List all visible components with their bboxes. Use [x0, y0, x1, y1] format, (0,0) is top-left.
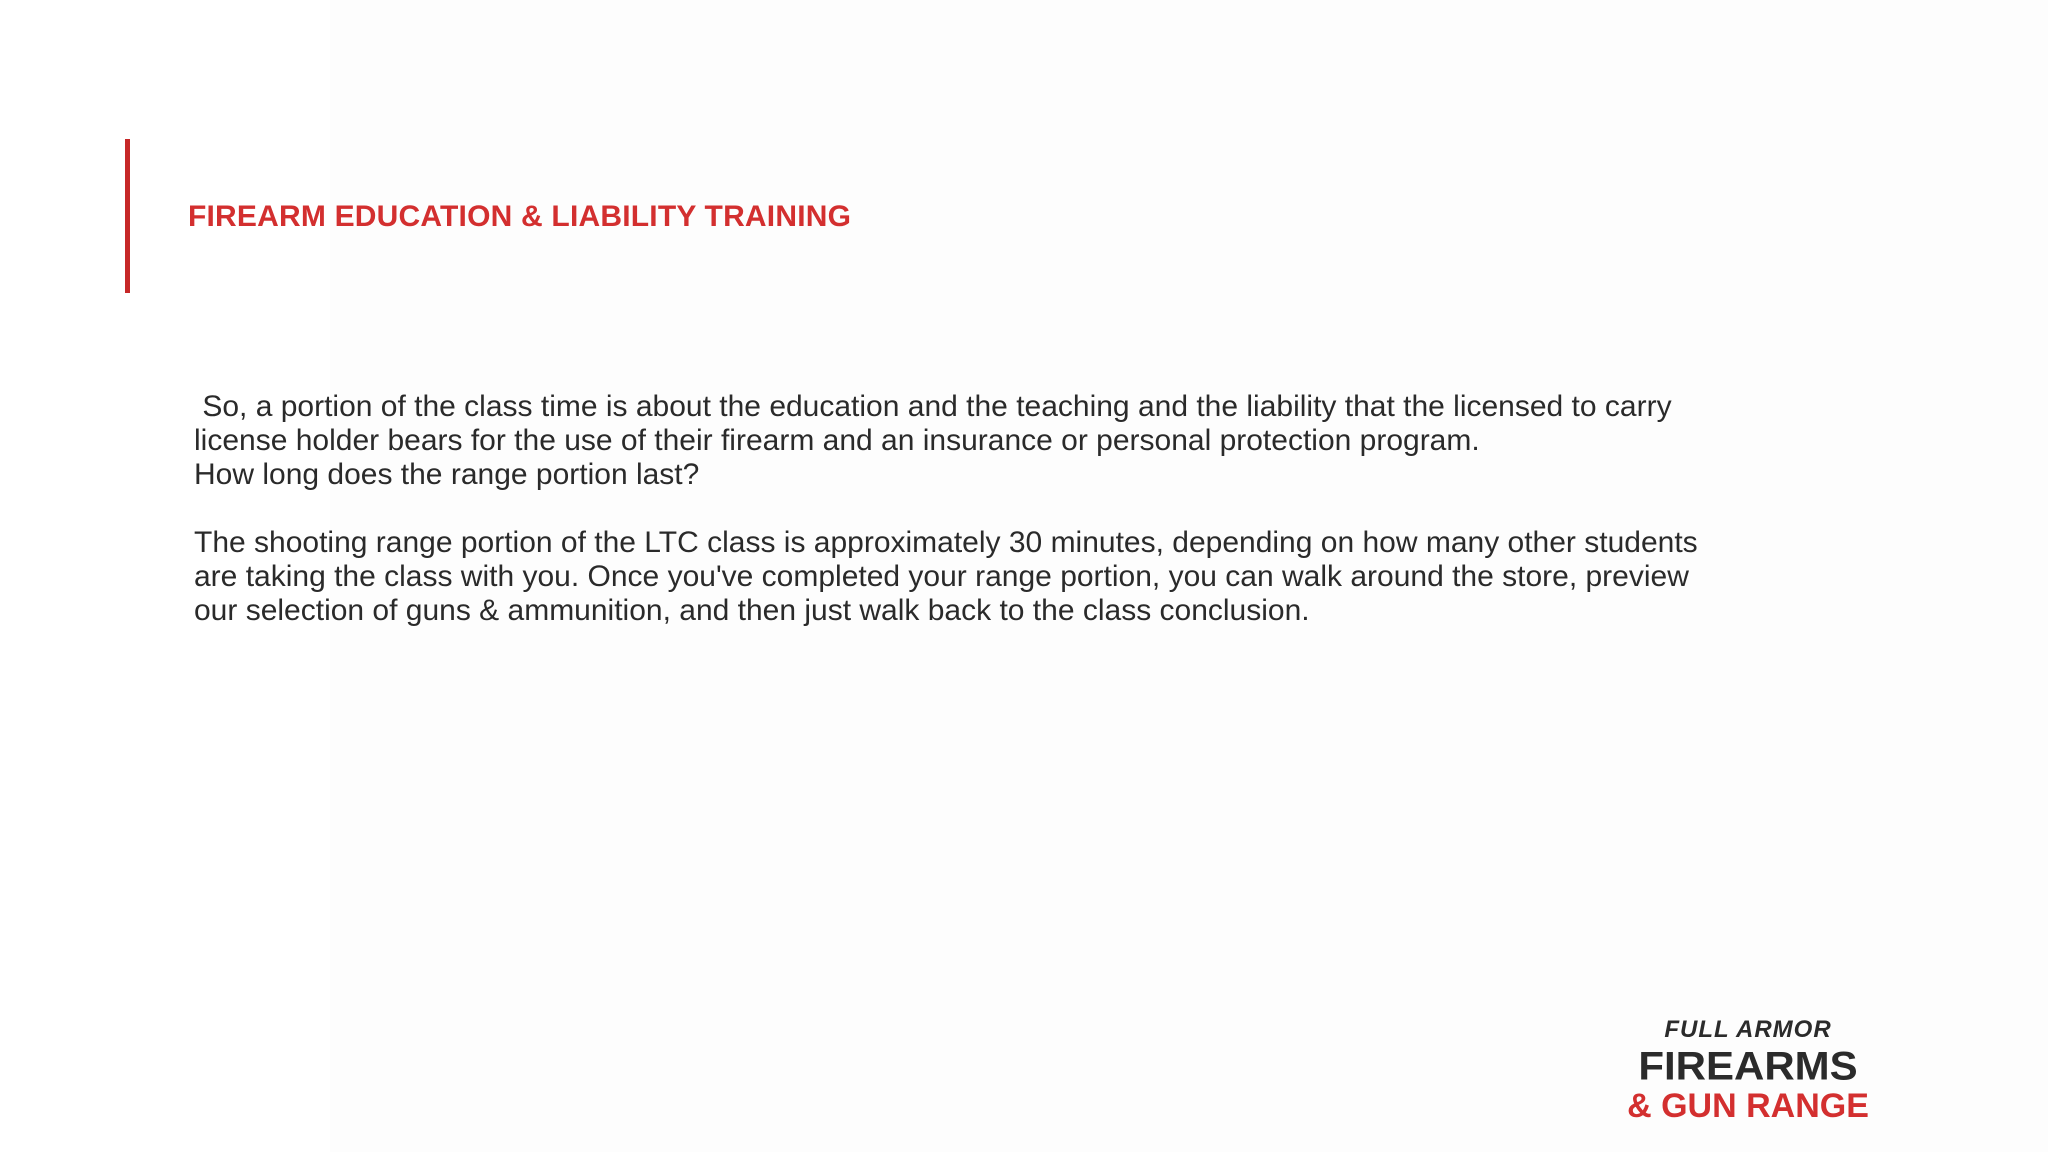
- slide-title: FIREARM EDUCATION & LIABILITY TRAINING: [188, 200, 852, 233]
- body-line: The shooting range portion of the LTC class is approximately 30 minutes, depending on how many other students: [194, 526, 1698, 559]
- logo-text-full-armor: FULL ARMOR: [1664, 1016, 1832, 1043]
- body-line: How long does the range portion last?: [194, 458, 700, 491]
- body-line: are taking the class with you. Once you've completed your range portion, you can walk around the store, preview: [194, 560, 1689, 593]
- paragraph-spacer: [194, 492, 1834, 526]
- body-line: So, a portion of the class time is about the education and the teaching and the liability that the licensed to carry: [194, 390, 1672, 423]
- company-logo: [1588, 1015, 1908, 1125]
- title-accent-bar: [125, 139, 130, 293]
- logo-text-gun-range: & GUN RANGE: [1627, 1087, 1869, 1125]
- body-line: our selection of guns & ammunition, and then just walk back to the class conclusion.: [194, 594, 1310, 627]
- body-line: license holder bears for the use of their firearm and an insurance or personal protection program.: [194, 424, 1480, 457]
- slide-body: [194, 390, 1834, 628]
- logo-text-firearms: FIREARMS: [1638, 1043, 1858, 1088]
